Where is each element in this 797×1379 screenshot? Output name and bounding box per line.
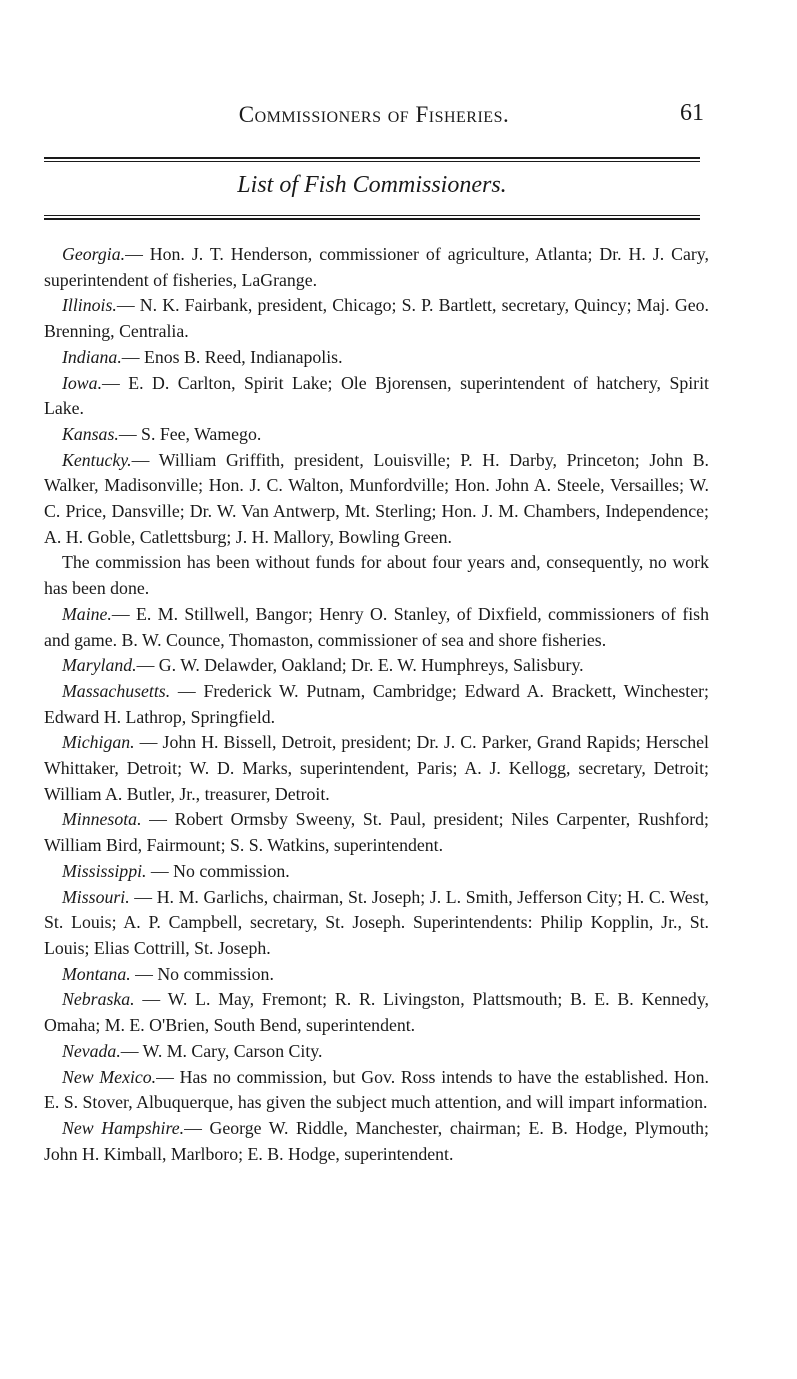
state-name: Indiana. (62, 346, 122, 367)
entry-text: — W. L. May, Fremont; R. R. Livingston, Plattsmouth; B. E. B. Kennedy, Omaha; M. E. O'Brien, South Bend, superintendent. (44, 989, 709, 1036)
list-item (44, 987, 709, 1038)
running-head (44, 100, 704, 134)
entry-text: — No commission. (146, 860, 290, 881)
state-name: Maryland. (62, 655, 137, 676)
entry-text: — Has no commission, but Gov. Ross intends to have the established. Hon. E. S. Stover, Albuquerque, has given the subject much attention, and will impart information. (44, 1066, 709, 1113)
list-item (44, 679, 709, 730)
entry-text: — Hon. J. T. Henderson, commissioner of agriculture, Atlanta; Dr. H. J. Cary, superintendent of fisheries, LaGrange. (44, 244, 709, 290)
list-item (44, 859, 709, 885)
state-name: Georgia. (62, 244, 126, 264)
state-name: Kentucky. (62, 449, 132, 470)
page-number: 61 (680, 100, 704, 126)
list-item (44, 422, 709, 448)
list-item (44, 962, 709, 988)
state-name: Nevada. (62, 1040, 121, 1061)
state-name: Mississippi. (62, 860, 147, 881)
state-name: Maine. (62, 603, 112, 624)
top-rule-thick (44, 157, 700, 159)
state-name: Missouri. (62, 886, 130, 907)
state-name: Kansas. (62, 423, 119, 444)
entry-text: — Frederick W. Putnam, Cambridge; Edward A. Brackett, Winchester; Edward H. Lathrop, Springfield. (44, 680, 709, 727)
state-name: New Hampshire. (62, 1117, 185, 1138)
running-title: Commissioners of Fisheries. (238, 102, 510, 127)
state-name: Iowa. (62, 372, 103, 393)
list-item (44, 807, 709, 858)
entry-text: — N. K. Fairbank, president, Chicago; S. P. Bartlett, secretary, Quincy; Maj. Geo. Brenning, Centralia. (44, 295, 709, 342)
entry-text: — George W. Riddle, Manchester, chairman; E. B. Hodge, Plymouth; John H. Kimball, Marlboro; E. B. Hodge, superintendent. (44, 1117, 709, 1164)
list-item (44, 602, 709, 653)
state-name: Illinois. (62, 295, 117, 316)
list-item (44, 371, 709, 422)
entry-text: — H. M. Garlichs, chairman, St. Joseph; J. L. Smith, Jefferson City; H. C. West, St. Louis; A. P. Campbell, secretary, St. Joseph. Superintendents: Philip Kopplin, Jr., St. Louis; Elias Cottrill, St. Joseph. (44, 886, 709, 958)
bottom-rule-thin (44, 215, 700, 216)
state-name: Michigan. (62, 732, 135, 753)
list-item (44, 293, 709, 344)
state-name: Montana. (62, 963, 131, 984)
list-item (44, 242, 709, 293)
state-name: Nebraska. (62, 989, 135, 1010)
bottom-rule-thick (44, 218, 700, 220)
entry-text: The commission has been without funds for about four years and, consequently, no work has been done. (44, 552, 709, 599)
top-rule-thin (44, 161, 700, 162)
state-name: Massachusetts. (62, 680, 171, 701)
list-item (44, 345, 709, 371)
state-name: New Mexico. (62, 1066, 157, 1087)
list-item (44, 730, 709, 807)
entry-text: — John H. Bissell, Detroit, president; Dr. J. C. Parker, Grand Rapids; Herschel Whittaker, Detroit; W. D. Marks, superintendent, Paris; A. J. Kellogg, secretary, Detroit; William A. Butler, Jr., treasurer, Detroit. (44, 732, 709, 804)
entry-text: — William Griffith, president, Louisville; P. H. Darby, Princeton; John B. Walker, Madisonville; Hon. J. C. Walton, Munfordville; Hon. John A. Steele, Versailles; W. C. Price, Dansville; Dr. W. Van Antwerp, Mt. Sterling; Hon. J. M. Chambers, Independence; A. H. Goble, Catlettsburg; J. H. Mallory, Bowling Green. (44, 449, 709, 547)
entry-text: — E. M. Stillwell, Bangor; Henry O. Stanley, of Dixfield, commissioners of fish and game. B. W. Counce, Thomaston, commissioner of sea and shore fisheries. (44, 603, 709, 650)
entry-text: — Enos B. Reed, Indianapolis. (121, 346, 343, 367)
state-name: Minnesota. (62, 809, 142, 830)
section-title: List of Fish Commissioners. (237, 172, 507, 198)
entry-text: — S. Fee, Wamego. (118, 423, 262, 444)
list-item (44, 448, 709, 551)
list-item-note (44, 550, 709, 601)
list-item (44, 1039, 709, 1065)
list-item (44, 1065, 709, 1116)
list-item (44, 1116, 709, 1167)
entry-text: — W. M. Cary, Carson City. (120, 1040, 323, 1061)
commissioner-list (44, 242, 709, 1167)
entry-text: — No commission. (130, 963, 274, 984)
entry-text: — Robert Ormsby Sweeny, St. Paul, president; Niles Carpenter, Rushford; William Bird, Fairmount; S. S. Watkins, superintendent. (44, 809, 709, 856)
list-item (44, 653, 709, 679)
list-item (44, 885, 709, 962)
entry-text: — G. W. Delawder, Oakland; Dr. E. W. Humphreys, Salisbury. (136, 655, 584, 676)
entry-text: — E. D. Carlton, Spirit Lake; Ole Bjorensen, superintendent of hatchery, Spirit Lake. (44, 372, 709, 419)
